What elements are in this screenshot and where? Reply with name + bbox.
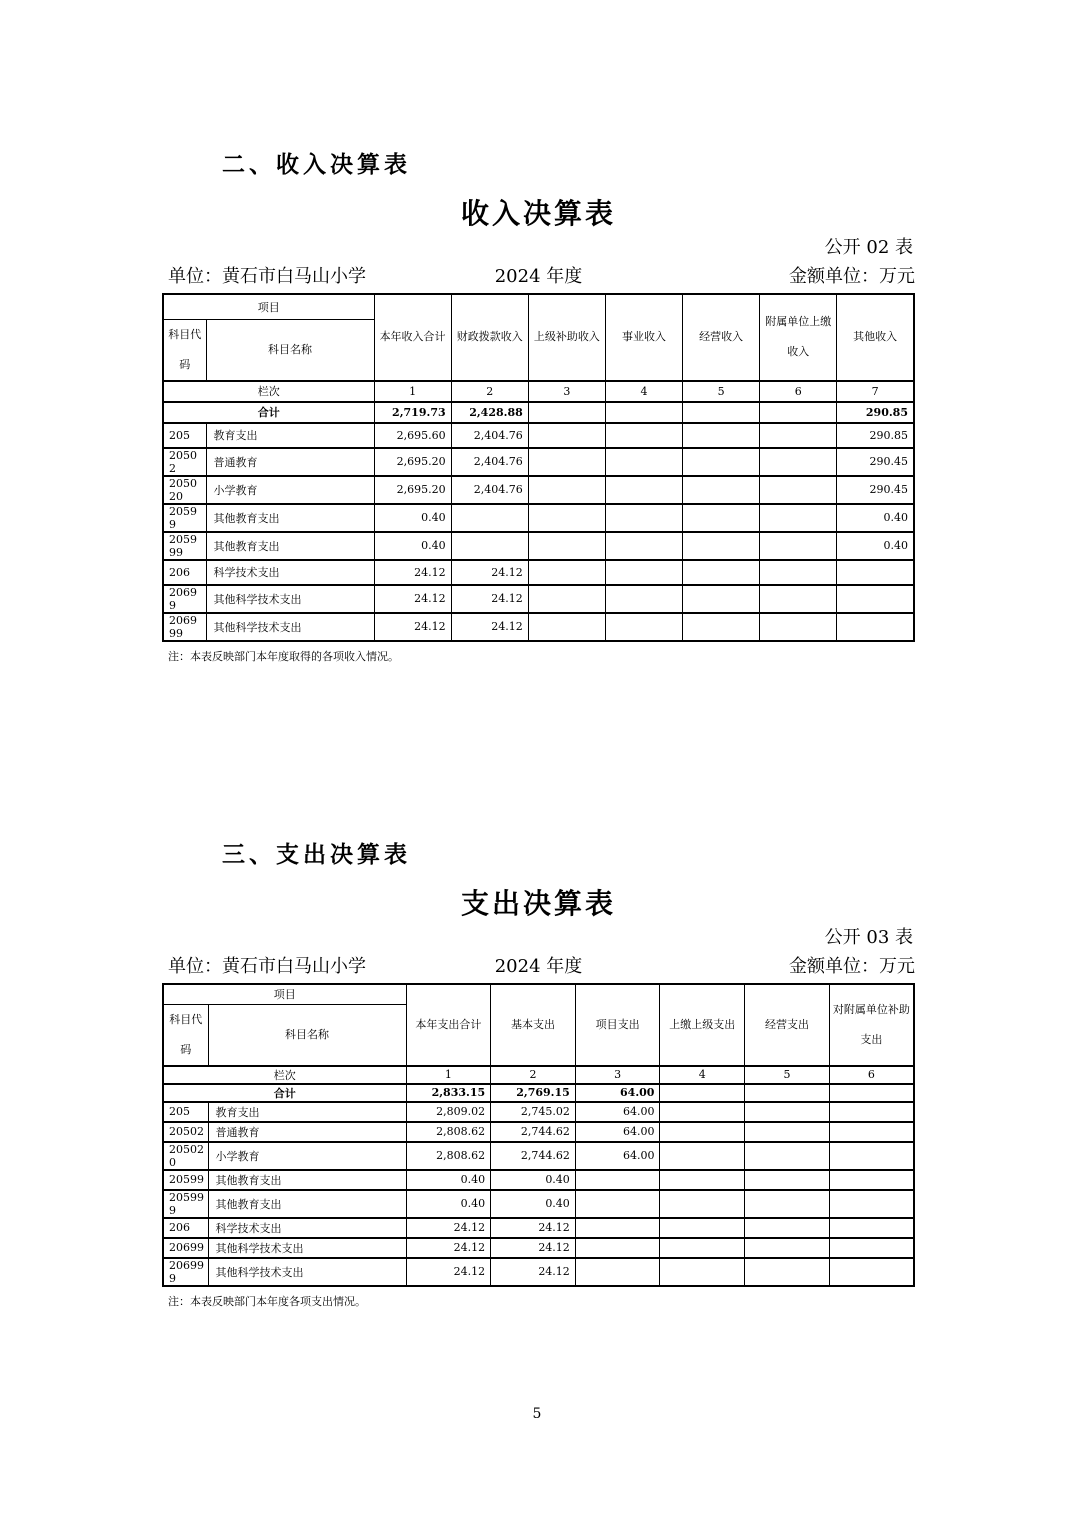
value-cell: 0.40 (491, 1190, 576, 1218)
value-cell (683, 423, 760, 448)
column-index-cell: 2 (491, 1066, 576, 1084)
income-amount-unit-label: 金额单位：万元 (789, 266, 915, 287)
value-cell: 2,809.02 (406, 1102, 491, 1122)
data-row (163, 423, 914, 448)
value-cell (528, 504, 605, 532)
value-cell (605, 448, 682, 476)
total-label-cell: 合计 (163, 402, 374, 423)
name-cell: 小学教育 (208, 1142, 406, 1170)
data-row (163, 504, 914, 532)
value-cell: 24.12 (374, 585, 451, 613)
code-cell: 20502 (163, 1122, 208, 1142)
value-cell: 24.12 (451, 560, 528, 585)
name-cell: 其他教育支出 (206, 532, 374, 560)
value-cell (660, 1170, 745, 1190)
code-cell: 205020 (163, 476, 206, 504)
column-index-cell: 6 (829, 1066, 914, 1084)
column-header-cell: 经营支出 (745, 984, 830, 1066)
value-cell (829, 1142, 914, 1170)
value-cell: 2,745.02 (491, 1102, 576, 1122)
value-cell (605, 504, 682, 532)
value-cell: 24.12 (491, 1218, 576, 1238)
value-cell: 24.12 (491, 1258, 576, 1286)
value-cell (575, 1190, 660, 1218)
income-table (162, 293, 915, 642)
value-cell (829, 1170, 914, 1190)
total-value-cell (660, 1084, 745, 1102)
value-cell: 0.40 (491, 1170, 576, 1190)
value-cell (528, 532, 605, 560)
name-cell: 小学教育 (206, 476, 374, 504)
code-cell: 205 (163, 1102, 208, 1122)
project-label-cell: 项目 (163, 294, 374, 319)
value-cell (760, 504, 837, 532)
value-cell (760, 448, 837, 476)
data-row (163, 448, 914, 476)
value-cell: 2,695.60 (374, 423, 451, 448)
total-value-cell (528, 402, 605, 423)
value-cell: 290.85 (837, 423, 914, 448)
name-cell: 普通教育 (206, 448, 374, 476)
value-cell (829, 1190, 914, 1218)
column-index-label-cell: 栏次 (163, 381, 374, 402)
name-cell: 其他教育支出 (206, 504, 374, 532)
data-row (163, 532, 914, 560)
income-table-title: 收入决算表 (460, 197, 616, 230)
value-cell: 2,808.62 (406, 1122, 491, 1142)
value-cell (760, 560, 837, 585)
income-table-code: 公开 02 表 (824, 237, 913, 258)
total-value-cell: 290.85 (837, 402, 914, 423)
column-header-cell: 本年支出合计 (406, 984, 491, 1066)
data-row (163, 1218, 914, 1238)
total-value-cell (760, 402, 837, 423)
value-cell (683, 532, 760, 560)
value-cell (528, 560, 605, 585)
value-cell (575, 1218, 660, 1238)
column-header-cell: 基本支出 (491, 984, 576, 1066)
value-cell (683, 585, 760, 613)
value-cell (760, 423, 837, 448)
column-index-row (163, 1066, 914, 1084)
name-cell: 普通教育 (208, 1122, 406, 1142)
income-section-heading: 二、收入决算表 (222, 152, 411, 178)
value-cell (605, 613, 682, 641)
data-row (163, 1238, 914, 1258)
income-period-label: 2024 年度 (494, 266, 583, 287)
value-cell (745, 1190, 830, 1218)
value-cell (528, 613, 605, 641)
value-cell: 24.12 (491, 1238, 576, 1258)
total-value-cell: 2,719.73 (374, 402, 451, 423)
code-cell: 206 (163, 1218, 208, 1238)
value-cell (451, 504, 528, 532)
value-cell (575, 1258, 660, 1286)
code-header-cell: 科目代码 (163, 1004, 208, 1066)
total-value-cell (605, 402, 682, 423)
page-number: 5 (532, 1406, 542, 1422)
value-cell: 2,744.62 (491, 1122, 576, 1142)
expenditure-meta-row (162, 955, 915, 979)
code-cell: 20599 (163, 1170, 208, 1190)
name-cell: 科学技术支出 (208, 1218, 406, 1238)
name-cell: 其他科学技术支出 (208, 1238, 406, 1258)
value-cell: 290.45 (837, 448, 914, 476)
value-cell (660, 1102, 745, 1122)
column-index-cell: 1 (406, 1066, 491, 1084)
total-value-cell: 64.00 (575, 1084, 660, 1102)
income-meta-row (162, 265, 915, 289)
column-index-row (163, 381, 914, 402)
column-index-cell: 3 (575, 1066, 660, 1084)
value-cell (683, 613, 760, 641)
value-cell (745, 1238, 830, 1258)
value-cell (745, 1170, 830, 1190)
income-table-note: 注：本表反映部门本年度取得的各项收入情况。 (168, 649, 399, 663)
name-cell: 科学技术支出 (206, 560, 374, 585)
code-header-cell: 科目代码 (163, 319, 206, 381)
name-cell: 其他科学技术支出 (206, 585, 374, 613)
code-cell: 206999 (163, 613, 206, 641)
column-index-cell: 2 (451, 381, 528, 402)
value-cell: 64.00 (575, 1122, 660, 1142)
project-header-row (163, 984, 914, 1004)
value-cell (605, 560, 682, 585)
column-index-cell: 6 (760, 381, 837, 402)
value-cell (837, 613, 914, 641)
column-header-cell: 上级补助收入 (528, 294, 605, 381)
value-cell (660, 1122, 745, 1142)
value-cell: 2,744.62 (491, 1142, 576, 1170)
value-cell (829, 1218, 914, 1238)
total-value-cell: 2,428.88 (451, 402, 528, 423)
value-cell: 0.40 (406, 1170, 491, 1190)
column-index-cell: 5 (745, 1066, 830, 1084)
income-unit-label: 单位：黄石市白马山小学 (168, 266, 366, 287)
total-value-cell (683, 402, 760, 423)
value-cell (660, 1238, 745, 1258)
value-cell (745, 1142, 830, 1170)
expenditure-table-note: 注：本表反映部门本年度各项支出情况。 (168, 1294, 366, 1308)
value-cell (605, 423, 682, 448)
value-cell (528, 585, 605, 613)
value-cell (660, 1142, 745, 1170)
column-index-cell: 1 (374, 381, 451, 402)
value-cell (760, 613, 837, 641)
column-index-cell: 4 (605, 381, 682, 402)
data-row (163, 585, 914, 613)
total-value-cell (829, 1084, 914, 1102)
column-header-cell: 对附属单位补助支出 (829, 984, 914, 1066)
code-cell: 206999 (163, 1258, 208, 1286)
value-cell (660, 1258, 745, 1286)
value-cell (745, 1122, 830, 1142)
data-row (163, 560, 914, 585)
value-cell (683, 504, 760, 532)
data-row (163, 1170, 914, 1190)
value-cell (575, 1238, 660, 1258)
code-cell: 20699 (163, 1238, 208, 1258)
value-cell (829, 1238, 914, 1258)
expenditure-section-heading: 三、支出决算表 (222, 842, 411, 868)
value-cell: 290.45 (837, 476, 914, 504)
value-cell (575, 1170, 660, 1190)
value-cell (660, 1218, 745, 1238)
value-cell (745, 1102, 830, 1122)
column-header-cell: 财政拨款收入 (451, 294, 528, 381)
value-cell: 0.40 (837, 532, 914, 560)
value-cell: 64.00 (575, 1102, 660, 1122)
value-cell (760, 476, 837, 504)
total-value-cell: 2,833.15 (406, 1084, 491, 1102)
total-value-cell: 2,769.15 (491, 1084, 576, 1102)
value-cell: 2,695.20 (374, 448, 451, 476)
value-cell (837, 585, 914, 613)
expenditure-statement-section (162, 840, 915, 1309)
project-header-row (163, 294, 914, 319)
code-cell: 20599 (163, 504, 206, 532)
value-cell: 24.12 (406, 1258, 491, 1286)
expenditure-unit-label: 单位：黄石市白马山小学 (168, 956, 366, 977)
expenditure-table (162, 983, 915, 1287)
value-cell (837, 560, 914, 585)
value-cell: 2,695.20 (374, 476, 451, 504)
name-cell: 教育支出 (208, 1102, 406, 1122)
data-row (163, 1258, 914, 1286)
total-label-cell: 合计 (163, 1084, 406, 1102)
total-row (163, 1084, 914, 1102)
name-cell: 其他科学技术支出 (206, 613, 374, 641)
value-cell (605, 532, 682, 560)
value-cell (660, 1190, 745, 1218)
column-index-cell: 5 (683, 381, 760, 402)
code-cell: 205 (163, 423, 206, 448)
column-header-cell: 上缴上级支出 (660, 984, 745, 1066)
value-cell: 24.12 (451, 613, 528, 641)
value-cell (829, 1102, 914, 1122)
name-header-cell: 科目名称 (206, 319, 374, 381)
value-cell (745, 1258, 830, 1286)
code-cell: 205999 (163, 1190, 208, 1218)
name-cell: 其他教育支出 (208, 1190, 406, 1218)
column-header-cell: 经营收入 (683, 294, 760, 381)
value-cell (451, 532, 528, 560)
code-cell: 20502 (163, 448, 206, 476)
code-cell: 206 (163, 560, 206, 585)
column-header-cell: 项目支出 (575, 984, 660, 1066)
value-cell (829, 1258, 914, 1286)
value-cell (745, 1218, 830, 1238)
value-cell: 2,404.76 (451, 448, 528, 476)
column-index-cell: 4 (660, 1066, 745, 1084)
value-cell (528, 476, 605, 504)
value-cell: 2,404.76 (451, 423, 528, 448)
project-label-cell: 项目 (163, 984, 406, 1004)
value-cell (528, 448, 605, 476)
value-cell (605, 476, 682, 504)
value-cell: 0.40 (837, 504, 914, 532)
data-row (163, 1122, 914, 1142)
value-cell: 64.00 (575, 1142, 660, 1170)
name-header-cell: 科目名称 (208, 1004, 406, 1066)
expenditure-amount-unit-label: 金额单位：万元 (789, 956, 915, 977)
column-header-cell: 其他收入 (837, 294, 914, 381)
total-value-cell (745, 1084, 830, 1102)
value-cell (605, 585, 682, 613)
column-index-cell: 3 (528, 381, 605, 402)
value-cell: 24.12 (406, 1218, 491, 1238)
name-cell: 其他教育支出 (208, 1170, 406, 1190)
name-cell: 教育支出 (206, 423, 374, 448)
income-statement-section (162, 150, 915, 664)
value-cell: 0.40 (374, 532, 451, 560)
column-header-cell: 事业收入 (605, 294, 682, 381)
expenditure-table-title: 支出决算表 (460, 887, 616, 920)
expenditure-period-label: 2024 年度 (494, 956, 583, 977)
column-header-cell: 本年收入合计 (374, 294, 451, 381)
value-cell (760, 532, 837, 560)
value-cell: 24.12 (374, 560, 451, 585)
code-cell: 20699 (163, 585, 206, 613)
value-cell: 2,808.62 (406, 1142, 491, 1170)
data-row (163, 1102, 914, 1122)
value-cell: 24.12 (374, 613, 451, 641)
data-row (163, 613, 914, 641)
data-row (163, 476, 914, 504)
value-cell (829, 1122, 914, 1142)
total-row (163, 402, 914, 423)
name-cell: 其他科学技术支出 (208, 1258, 406, 1286)
expenditure-table-code: 公开 03 表 (824, 927, 913, 948)
value-cell: 0.40 (374, 504, 451, 532)
value-cell (760, 585, 837, 613)
value-cell: 24.12 (406, 1238, 491, 1258)
data-row (163, 1190, 914, 1218)
value-cell: 24.12 (451, 585, 528, 613)
value-cell (683, 476, 760, 504)
value-cell: 2,404.76 (451, 476, 528, 504)
column-header-cell: 附属单位上缴收入 (760, 294, 837, 381)
value-cell: 0.40 (406, 1190, 491, 1218)
code-cell: 205999 (163, 532, 206, 560)
code-cell: 205020 (163, 1142, 208, 1170)
value-cell (528, 423, 605, 448)
value-cell (683, 448, 760, 476)
data-row (163, 1142, 914, 1170)
column-index-cell: 7 (837, 381, 914, 402)
value-cell (683, 560, 760, 585)
column-index-label-cell: 栏次 (163, 1066, 406, 1084)
